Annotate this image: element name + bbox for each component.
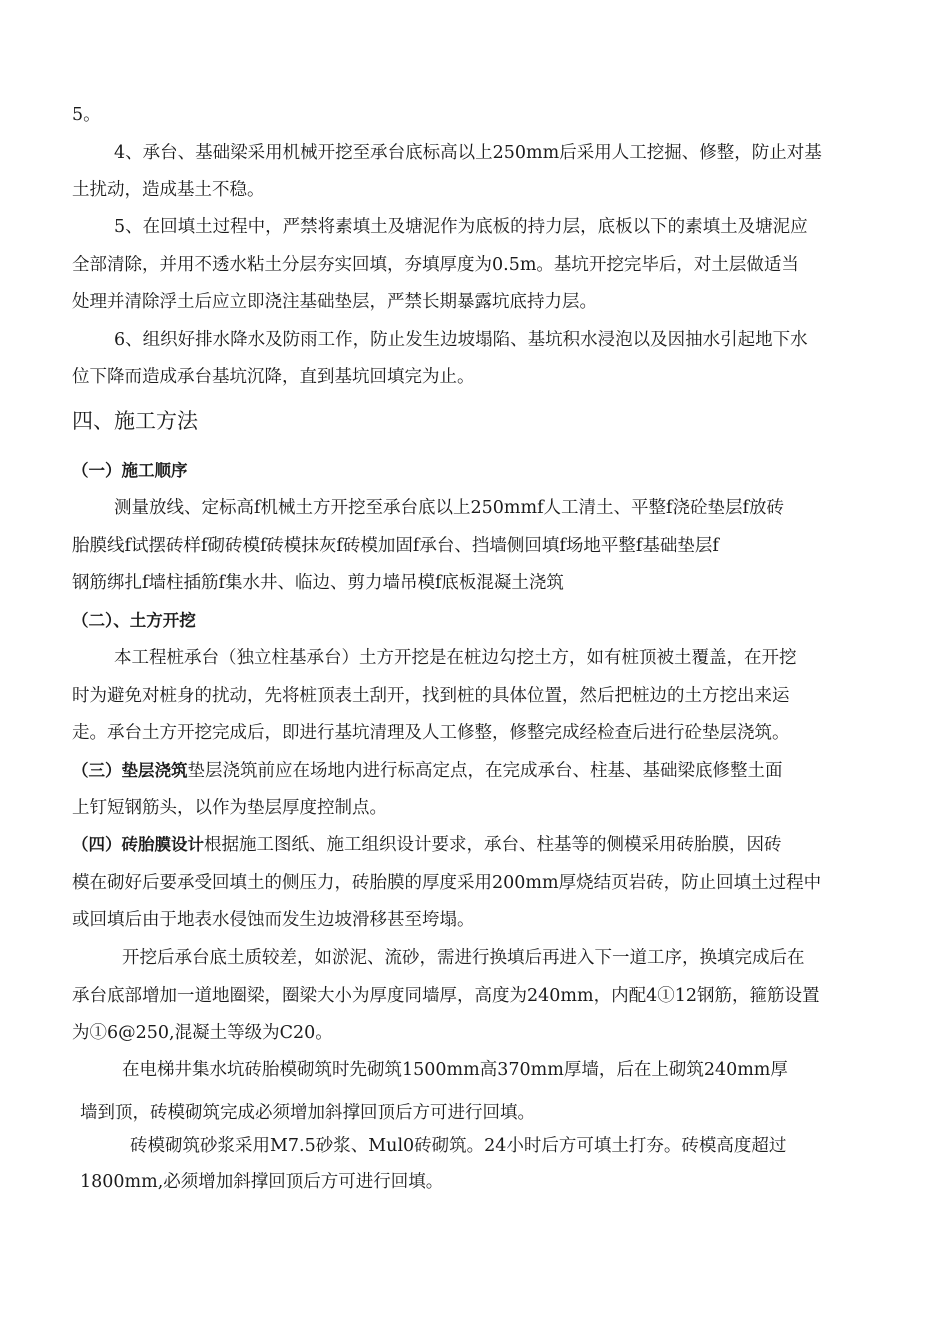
- text-line: 本工程桩承台（独立柱基承台）土方开挖是在桩边勾挖土方，如有桩顶被土覆盖，在开挖: [114, 648, 797, 668]
- inline-subsection-heading: （四）砖胎膜设计: [72, 835, 204, 854]
- text-line: 全部清除，并用不透水粘土分层夯实回填，夯填厚度为0.5m。基坑开挖完毕后，对土层做适当: [72, 255, 799, 275]
- text-line: 钢筋绑扎f墙柱插筋f集水井、临边、剪力墙吊模f底板混凝土浇筑: [72, 573, 564, 593]
- text-line: 胎膜线f试摆砖样f砌砖模f砖模抹灰f砖模加固f承台、挡墙侧回填f场地平整f基础垫层f: [72, 536, 719, 556]
- text-line: 6、组织好排水降水及防雨工作，防止发生边坡塌陷、基坑积水浸泡以及因抽水引起地下水: [114, 330, 808, 350]
- text-line: 开挖后承台底土质较差，如淤泥、流砂，需进行换填后再进入下一道工序，换填完成后在: [122, 948, 805, 968]
- text-line: 为①6@250,混凝土等级为C20。: [72, 1023, 333, 1043]
- text-line: 走。承台土方开挖完成后，即进行基坑清理及人工修整，修整完成经检查后进行砼垫层浇筑。: [72, 723, 790, 743]
- text-line: 测量放线、定标高f机械土方开挖至承台底以上250mmf人工清土、平整f浇砼垫层f放砖: [114, 498, 784, 518]
- text-line: 1800mm,必须增加斜撑回顶后方可进行回填。: [80, 1172, 444, 1192]
- text-line: 模在砌好后要承受回填土的侧压力，砖胎膜的厚度采用200mm厚烧结页岩砖，防止回填土过程中: [72, 873, 822, 893]
- text-line: 砖模砌筑砂浆采用M7.5砂浆、Mul0砖砌筑。24小时后方可填土打夯。砖模高度超过: [130, 1136, 787, 1156]
- inline-subsection-heading: （三）垫层浇筑: [72, 761, 188, 780]
- text-line: 位下降而造成承台基坑沉降，直到基坑回填完为止。: [72, 367, 475, 387]
- subsection-heading: （二）、土方开挖: [72, 611, 196, 630]
- subsection-heading: （一）施工顺序: [72, 461, 188, 480]
- text-line: 墙到顶，砖模砌筑完成必须增加斜撑回顶后方可进行回填。: [80, 1103, 535, 1123]
- text-line: 在电梯井集水坑砖胎模砌筑时先砌筑1500mm高370mm厚墙，后在上砌筑240mm厚: [122, 1060, 788, 1080]
- text-line: 5。: [72, 105, 101, 125]
- text-line: 或回填后由于地表水侵蚀而发生边坡滑移甚至垮塌。: [72, 910, 475, 930]
- text-line: 4、承台、基础梁采用机械开挖至承台底标高以上250mm后采用人工挖掘、修整，防止对基: [114, 143, 822, 163]
- section-heading: 四、施工方法: [72, 409, 198, 433]
- text-line: 5、在回填土过程中，严禁将素填土及塘泥作为底板的持力层，底板以下的素填土及塘泥应: [114, 217, 808, 237]
- text-line: 时为避免对桩身的扰动，先将桩顶表土刮开，找到桩的具体位置，然后把桩边的土方挖出来运: [72, 686, 790, 706]
- text-line: 土扰动，造成基土不稳。: [72, 180, 265, 200]
- text-line: 承台底部增加一道地圈梁，圈梁大小为厚度同墙厚，高度为240mm，内配4①12钢筋，箍筋设置: [72, 986, 820, 1006]
- text-line: 处理并清除浮土后应立即浇注基础垫层，严禁长期暴露坑底持力层。: [72, 292, 597, 312]
- text-line-with-heading: [72, 759, 783, 783]
- text-line: 上钉短钢筋头，以作为垫层厚度控制点。: [72, 798, 387, 818]
- text-run: 垫层浇筑前应在场地内进行标高定点，在完成承台、柱基、基础梁底修整土面: [187, 761, 783, 781]
- text-line-with-heading: [72, 833, 782, 857]
- text-run: 根据施工图纸、施工组织设计要求，承台、柱基等的侧模采用砖胎膜，因砖: [204, 835, 782, 855]
